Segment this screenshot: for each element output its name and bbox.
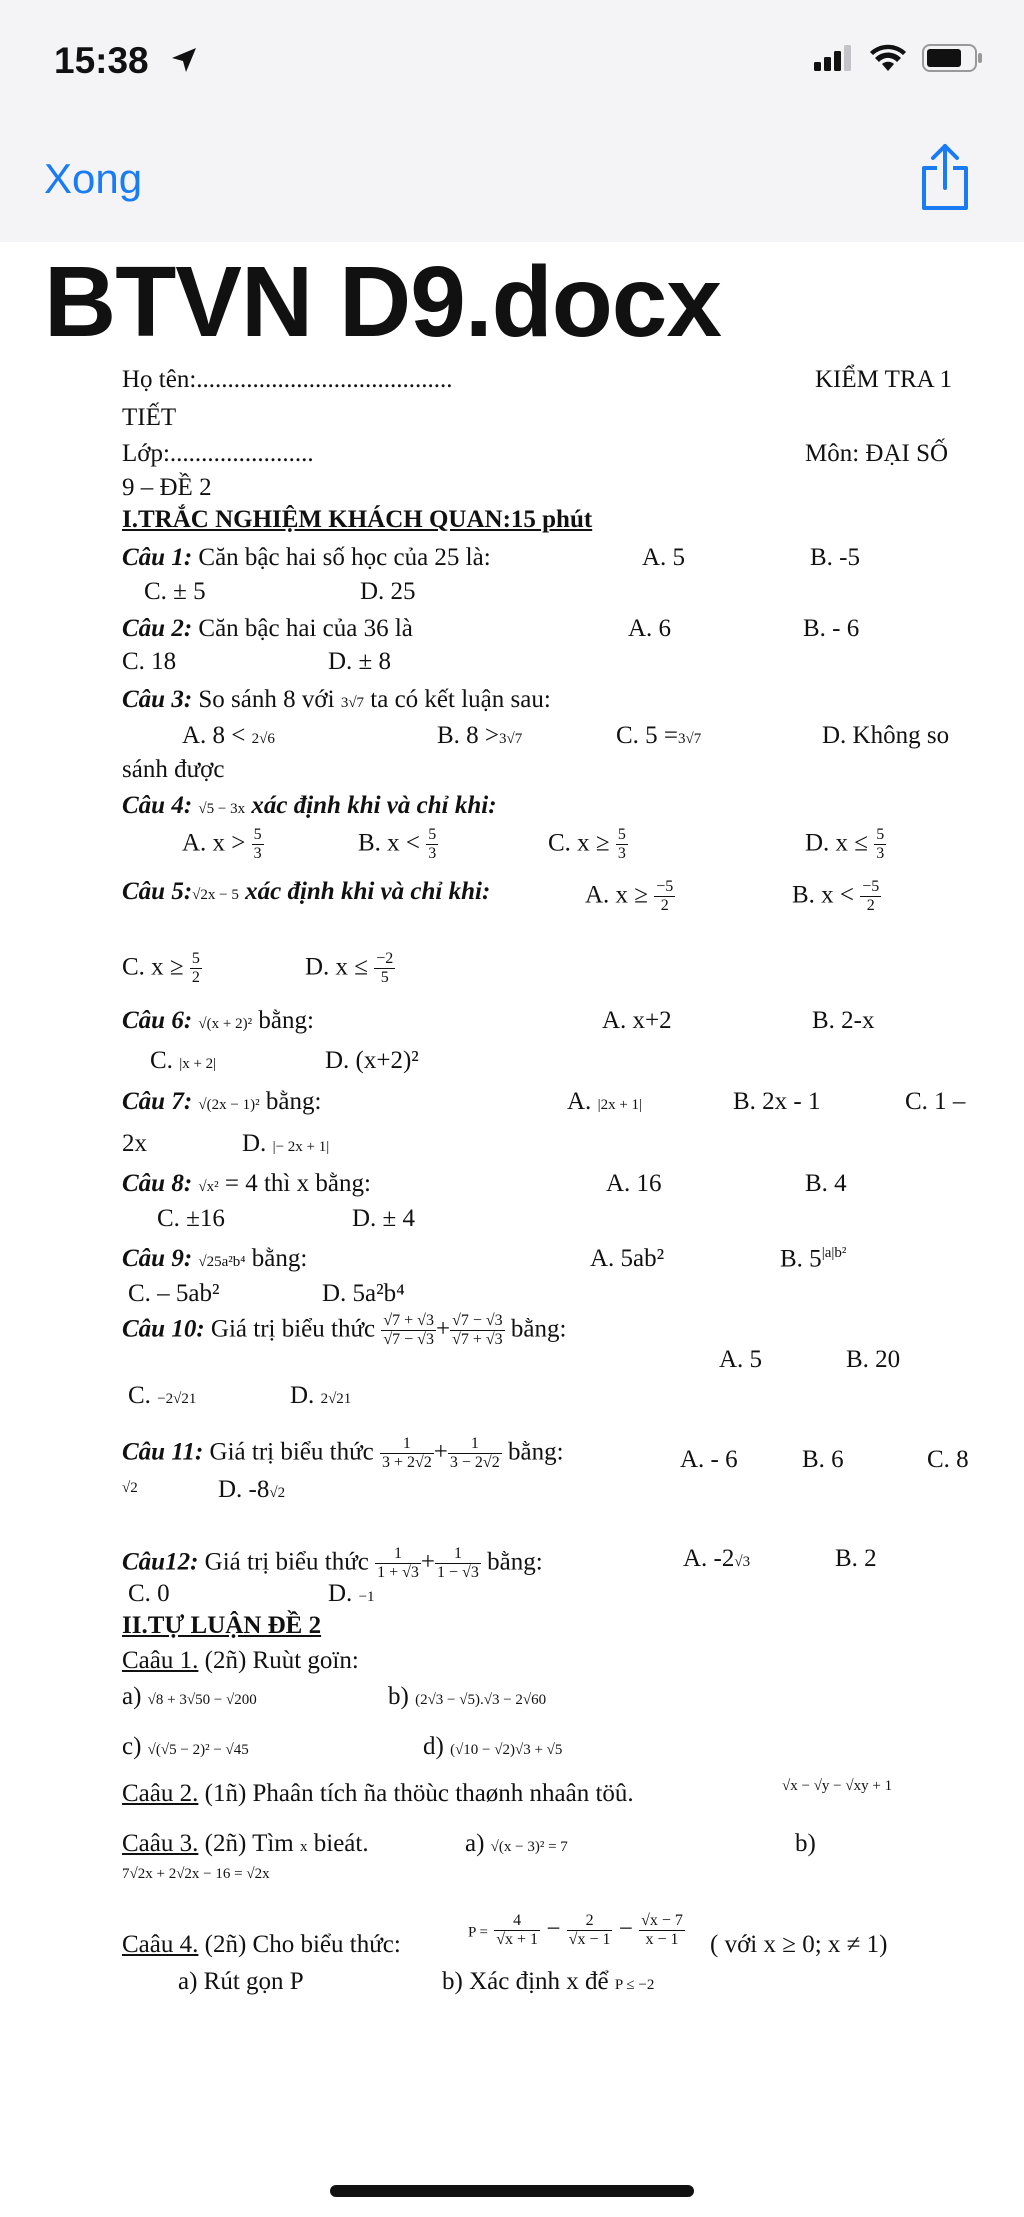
essay-4: Caâu 4. (2ñ) Cho biểu thức: — [122, 1931, 401, 1958]
q7-option-c-cont: 2x — [122, 1130, 147, 1157]
test-name: KIỂM TRA 1 — [815, 366, 953, 393]
q9-option-b: B. $5^{|a|b^2}$ — [780, 1245, 847, 1273]
q3-option-d-cont: sánh được — [122, 756, 225, 783]
status-time: 15:38 — [54, 40, 149, 81]
question-1: Câu 1: Căn bậc hai số học của 25 là: — [122, 544, 491, 571]
essay-3-part-a: a) √(x − 3)² = 7 — [465, 1830, 568, 1857]
grade-line: 9 – ĐỀ 2 — [122, 474, 212, 501]
q3-option-d: D. Không so — [822, 722, 950, 749]
q12-option-a: A. -2√3 — [683, 1545, 751, 1572]
q12-option-b: B. 2 — [835, 1545, 877, 1572]
q8-option-a: A. 16 — [606, 1170, 662, 1197]
question-6: Câu 6: √(x + 2)² bằng: — [122, 1007, 314, 1034]
question-10: Câu 10: Giá trị biểu thức $\frac{√7 + √3}{√7 - √3}$ + $\frac{√7 - √3}{√7 + √3}$ bằng: — [122, 1312, 567, 1349]
question-11: Câu 11: Giá trị biểu thức $\frac{1}{3 + 2√2}$ + $\frac{1}{3 - 2√2}$ bằng: — [122, 1435, 564, 1472]
q5-option-a: A. x ≥ $\frac{-5}{2}$ — [585, 878, 674, 915]
q6-option-c: C. |x + 2| — [150, 1047, 217, 1074]
q3-option-b: B. 8 >3√7 — [437, 722, 523, 749]
essay-1: Caâu 1. (2ñ) Ruùt goïn: — [122, 1647, 359, 1674]
q8-option-b: B. 4 — [805, 1170, 847, 1197]
section-1-heading: I.TRẮC NGHIỆM KHÁCH QUAN:15 phút — [122, 506, 593, 533]
q1-option-a: A. 5 — [642, 544, 686, 571]
document-title: BTVN D9.docx — [44, 246, 722, 358]
q7-option-c: C. 1 – — [905, 1088, 966, 1115]
question-9: Câu 9: √25a²b⁴ bằng: — [122, 1245, 308, 1272]
q10-option-c: C. −2√21 — [128, 1382, 197, 1409]
q8-option-c: C. ±16 — [157, 1205, 225, 1232]
section-2-heading: II.TỰ LUẬN ĐỀ 2 — [122, 1612, 322, 1639]
q9-option-c: C. – 5ab² — [128, 1280, 220, 1307]
q11-option-d: D. -8√2 — [218, 1476, 286, 1503]
question-2: Câu 2: Căn bậc hai của 36 là — [122, 615, 413, 642]
essay-2-expression: √x − √y − √xy + 1 — [782, 1778, 893, 1794]
q7-option-a: A. |2x + 1| — [567, 1088, 643, 1115]
q4-option-a: A. x > $\frac{5}{3}$ — [182, 826, 262, 863]
q7-option-b: B. 2x - 1 — [733, 1088, 821, 1115]
q12-option-c: C. 0 — [128, 1580, 170, 1607]
q2-option-c: C. 18 — [122, 648, 177, 675]
q4-option-b: B. x < $\frac{5}{3}$ — [358, 826, 437, 863]
name-line: Họ tên:......................................... — [122, 366, 453, 393]
q3-option-c: C. 5 =3√7 — [616, 722, 702, 749]
q6-option-a: A. x+2 — [602, 1007, 672, 1034]
class-line: Lớp:....................... — [122, 440, 314, 467]
q11-option-b: B. 6 — [802, 1446, 844, 1473]
subject: Môn: ĐẠI SỐ — [805, 440, 949, 467]
q1-option-b: B. -5 — [810, 544, 860, 571]
essay-2: Caâu 2. (1ñ) Phaân tích ña thöùc thaønh nhaân töû. — [122, 1780, 634, 1807]
essay-4-part-b: b) Xác định x để P ≤ −2 — [442, 1968, 655, 1995]
q9-option-a: A. 5ab² — [590, 1245, 665, 1272]
question-12: Câu12: Giá trị biểu thức $\frac{1}{1 + √3}$ + $\frac{1}{1 - √3}$ bằng: — [122, 1545, 543, 1582]
q2-option-d: D. ± 8 — [328, 648, 392, 675]
q2-option-a: A. 6 — [628, 615, 672, 642]
q6-option-d: D. (x+2)² — [325, 1047, 419, 1074]
essay-1-part-b: b) (2√3 − √5).√3 − 2√60 — [388, 1683, 547, 1710]
q4-option-c: C. x ≥ $\frac{5}{3}$ — [548, 826, 626, 863]
q5-option-d: D. x ≤ $\frac{-2}{5}$ — [305, 950, 394, 987]
q2-option-b: B. - 6 — [803, 615, 860, 642]
q4-option-d: D. x ≤ $\frac{5}{3}$ — [805, 826, 885, 863]
essay-3: Caâu 3. (2ñ) Tìm x bieát. — [122, 1830, 369, 1857]
q1-option-d: D. 25 — [360, 578, 416, 605]
q12-option-d: D. −1 — [328, 1580, 375, 1607]
question-4: Câu 4: √5 − 3x xác định khi và chỉ khi: — [122, 792, 497, 819]
essay-1-part-c: c) √(√5 − 2)² − √45 — [122, 1733, 249, 1760]
done-button[interactable]: Xong — [44, 155, 143, 202]
q5-option-c: C. x ≥ $\frac{5}{2}$ — [122, 950, 200, 987]
question-5: Câu 5:√2x − 5 xác định khi và chỉ khi: — [122, 878, 491, 905]
q5-option-b: B. x < $\frac{-5}{2}$ — [792, 878, 880, 915]
essay-1-part-d: d) (√10 − √2)√3 + √5 — [423, 1733, 563, 1760]
q9-option-d: D. 5a²b⁴ — [322, 1280, 405, 1307]
essay-4-expression: P = $\frac{4}{√x + 1}$ − $\frac{2}{√x - 1}$ − $\frac{√x - 7}{x - 1}$ — [468, 1912, 683, 1949]
essay-4-condition: ( với x ≥ 0; x ≠ 1) — [710, 1931, 888, 1958]
q10-option-d: D. 2√21 — [290, 1382, 352, 1409]
home-indicator[interactable] — [330, 2185, 694, 2197]
q8-option-d: D. ± 4 — [352, 1205, 416, 1232]
q3-option-a: A. 8 < 2√6 — [182, 722, 275, 749]
test-name-cont: TIẾT — [122, 404, 177, 431]
q10-option-b: B. 20 — [846, 1346, 901, 1373]
q6-option-b: B. 2-x — [812, 1007, 875, 1034]
question-3: Câu 3: So sánh 8 với 3√7 ta có kết luận sau: — [122, 686, 551, 713]
essay-3-part-b-equation: 7√2x + 2√2x − 16 = √2x — [122, 1866, 270, 1882]
q11-option-c: C. 8 — [927, 1446, 969, 1473]
essay-1-part-a: a) √8 + 3√50 − √200 — [122, 1683, 257, 1710]
essay-4-part-a: a) Rút gọn P — [178, 1968, 304, 1995]
question-7: Câu 7: √(2x − 1)² bằng: — [122, 1088, 322, 1115]
q11-option-a: A. - 6 — [680, 1446, 738, 1473]
q1-option-c: C. ± 5 — [144, 578, 206, 605]
q11-option-c-cont: √2 — [122, 1480, 138, 1496]
q10-option-a: A. 5 — [719, 1346, 763, 1373]
q7-option-d: D. |− 2x + 1| — [242, 1130, 330, 1157]
question-8: Câu 8: √x² = 4 thì x bằng: — [122, 1170, 371, 1197]
essay-3-part-b: b) — [795, 1830, 816, 1857]
